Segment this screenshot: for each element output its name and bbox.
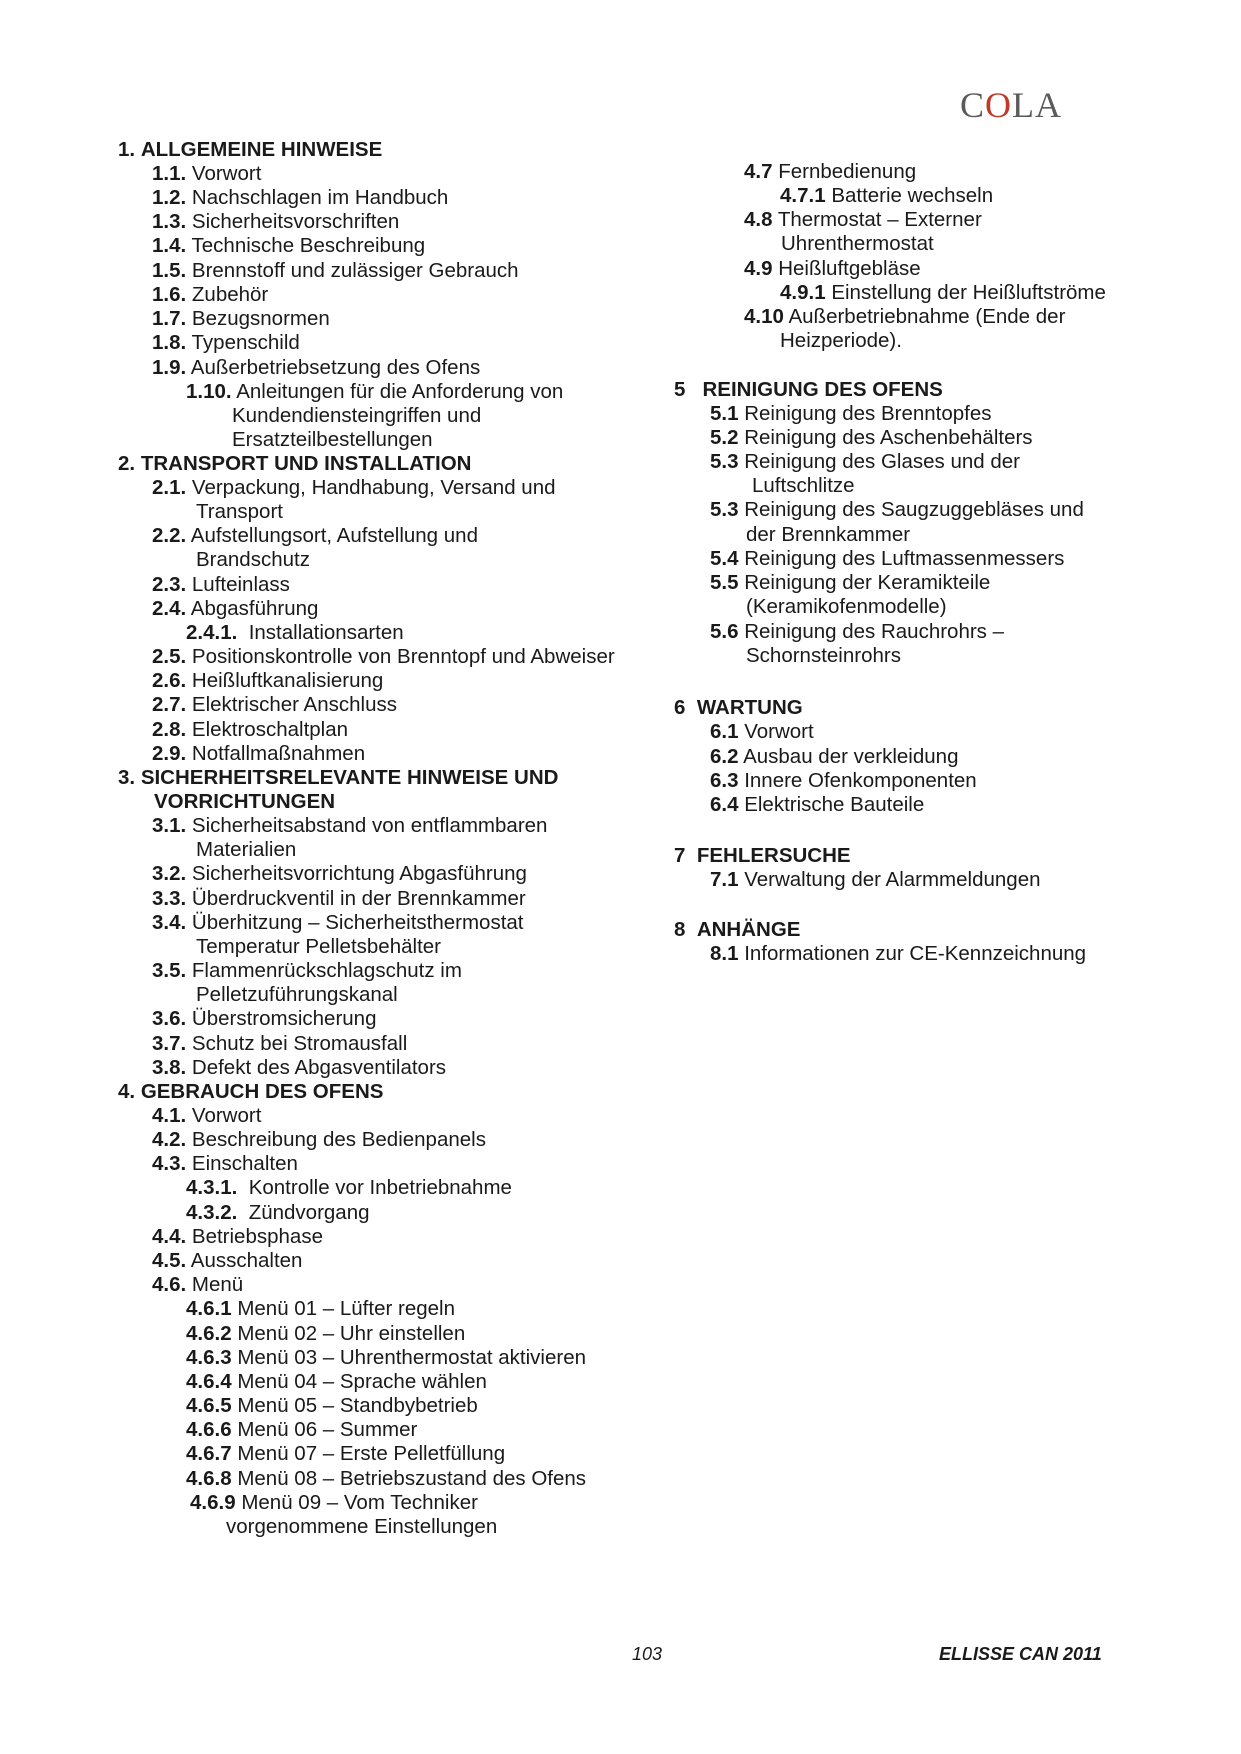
toc-entry: 4.3.1. Kontrolle vor Inbetriebnahme	[186, 1176, 512, 1199]
toc-entry: 4.7 Fernbedienung	[744, 160, 917, 183]
toc-entry: 5.3 Reinigung des Saugzuggebläses und	[710, 498, 1084, 521]
toc-entry: 2.9. Notfallmaßnahmen	[152, 742, 366, 765]
toc-entry: 7 FEHLERSUCHE	[674, 844, 851, 867]
toc-entry: 7.1 Verwaltung der Alarmmeldungen	[710, 868, 1041, 891]
logo-letters-la: LA	[1012, 85, 1063, 125]
toc-entry: 5.5 Reinigung der Keramikteile	[710, 571, 991, 594]
toc-entry: 1.10. Anleitungen für die Anforderung von	[186, 380, 564, 403]
toc-entry: 4.7.1 Batterie wechseln	[780, 184, 994, 207]
logo-letter-o: O	[985, 85, 1013, 125]
toc-entry: 1.8. Typenschild	[152, 331, 300, 354]
toc-entry: 2.3. Lufteinlass	[152, 573, 290, 596]
toc-entry: 1.1. Vorwort	[152, 162, 262, 185]
toc-entry: 5 REINIGUNG DES OFENS	[674, 378, 943, 401]
toc-entry: 2.4. Abgasführung	[152, 597, 319, 620]
toc-entry: 3.7. Schutz bei Stromausfall	[152, 1032, 408, 1055]
toc-entry: 4.5. Ausschalten	[152, 1249, 303, 1272]
toc-entry-continued: Ersatzteilbestellungen	[232, 428, 433, 451]
toc-entry: 3.6. Überstromsicherung	[152, 1007, 377, 1030]
toc-entry: 3.5. Flammenrückschlagschutz im	[152, 959, 462, 982]
toc-entry: 4.6.2 Menü 02 – Uhr einstellen	[186, 1322, 466, 1345]
logo-letter-c: C	[960, 85, 986, 125]
toc-entry-continued: der Brennkammer	[746, 523, 911, 546]
toc-entry: 4.6.4 Menü 04 – Sprache wählen	[186, 1370, 487, 1393]
toc-entry: 4.10 Außerbetriebnahme (Ende der	[744, 305, 1066, 328]
toc-entry-continued: VORRICHTUNGEN	[154, 790, 336, 813]
toc-entry: 6 WARTUNG	[674, 696, 803, 719]
toc-entry: 1. ALLGEMEINE HINWEISE	[118, 138, 383, 161]
toc-entry: 2.8. Elektroschaltplan	[152, 718, 349, 741]
toc-entry: 6.2 Ausbau der verkleidung	[710, 745, 959, 768]
toc-entry-continued: Heizperiode).	[780, 329, 902, 352]
toc-entry-continued: Kundendiensteingriffen und	[232, 404, 482, 427]
toc-entry: 5.4 Reinigung des Luftmassenmessers	[710, 547, 1065, 570]
toc-entry: 5.6 Reinigung des Rauchrohrs –	[710, 620, 1005, 643]
toc-entry-continued: Pelletzuführungskanal	[196, 983, 398, 1006]
toc-entry: 3.1. Sicherheitsabstand von entflammbaren	[152, 814, 548, 837]
document-title: ELLISSE CAN 2011	[939, 1644, 1102, 1664]
toc-entry-continued: vorgenommene Einstellungen	[226, 1515, 498, 1538]
toc-entry: 2.7. Elektrischer Anschluss	[152, 693, 397, 716]
toc-entry-continued: Uhrenthermostat	[781, 232, 934, 255]
toc-entry: 5.2 Reinigung des Aschenbehälters	[710, 426, 1033, 449]
toc-entry: 3.2. Sicherheitsvorrichtung Abgasführung	[152, 862, 527, 885]
toc-entry: 1.7. Bezugsnormen	[152, 307, 330, 330]
toc-entry: 4.9 Heißluftgebläse	[744, 257, 921, 280]
brand-logo	[960, 84, 1062, 126]
toc-entry: 3.3. Überdruckventil in der Brennkammer	[152, 887, 526, 910]
toc-entry: 4.9.1 Einstellung der Heißluftströme	[780, 281, 1106, 304]
toc-entry: 1.4. Technische Beschreibung	[152, 234, 426, 257]
toc-entry-continued: Materialien	[196, 838, 297, 861]
toc-entry: 1.9. Außerbetriebsetzung des Ofens	[152, 356, 481, 379]
toc-entry: 5.1 Reinigung des Brenntopfes	[710, 402, 992, 425]
toc-entry: 4.2. Beschreibung des Bedienpanels	[152, 1128, 486, 1151]
toc-entry: 4.8 Thermostat – Externer	[744, 208, 982, 231]
toc-entry: 6.1 Vorwort	[710, 720, 814, 743]
toc-entry: 1.2. Nachschlagen im Handbuch	[152, 186, 449, 209]
toc-entry: 4.3. Einschalten	[152, 1152, 298, 1175]
toc-entry: 2.5. Positionskontrolle von Brenntopf und Abweiser	[152, 645, 615, 668]
toc-entry: 4.6.1 Menü 01 – Lüfter regeln	[186, 1297, 455, 1320]
toc-entry: 3. SICHERHEITSRELEVANTE HINWEISE UND	[118, 766, 559, 789]
toc-entry: 4.6.7 Menü 07 – Erste Pelletfüllung	[186, 1442, 506, 1465]
toc-entry: 1.3. Sicherheitsvorschriften	[152, 210, 400, 233]
toc-entry: 4.6.5 Menü 05 – Standbybetrieb	[186, 1394, 478, 1417]
toc-entry: 4. GEBRAUCH DES OFENS	[118, 1080, 384, 1103]
toc-entry: 1.6. Zubehör	[152, 283, 269, 306]
toc-entry: 4.6.6 Menü 06 – Summer	[186, 1418, 418, 1441]
toc-entry: 2.4.1. Installationsarten	[186, 621, 404, 644]
toc-entry: 8 ANHÄNGE	[674, 918, 801, 941]
toc-entry: 2.2. Aufstellungsort, Aufstellung und	[152, 524, 478, 547]
toc-entry: 2.1. Verpackung, Handhabung, Versand und	[152, 476, 556, 499]
toc-entry: 6.3 Innere Ofenkomponenten	[710, 769, 977, 792]
toc-entry: 1.5. Brennstoff und zulässiger Gebrauch	[152, 259, 519, 282]
toc-entry: 6.4 Elektrische Bauteile	[710, 793, 925, 816]
toc-entry-continued: Schornsteinrohrs	[746, 644, 901, 667]
toc-entry: 4.6. Menü	[152, 1273, 244, 1296]
toc-entry: 3.8. Defekt des Abgasventilators	[152, 1056, 447, 1079]
toc-entry: 4.6.9 Menü 09 – Vom Techniker	[190, 1491, 478, 1514]
toc-entry-continued: (Keramikofenmodelle)	[746, 595, 947, 618]
toc-entry: 4.1. Vorwort	[152, 1104, 262, 1127]
toc-entry: 4.6.8 Menü 08 – Betriebszustand des Ofens	[186, 1467, 587, 1490]
toc-entry: 4.3.2. Zündvorgang	[186, 1201, 370, 1224]
toc-entry: 4.4. Betriebsphase	[152, 1225, 323, 1248]
toc-entry: 3.4. Überhitzung – Sicherheitsthermostat	[152, 911, 524, 934]
toc-entry: 4.6.3 Menü 03 – Uhrenthermostat aktivieren	[186, 1346, 586, 1369]
toc-entry: 8.1 Informationen zur CE-Kennzeichnung	[710, 942, 1087, 965]
toc-entry-continued: Brandschutz	[196, 548, 310, 571]
toc-entry-continued: Luftschlitze	[752, 474, 855, 497]
toc-entry: 5.3 Reinigung des Glases und der	[710, 450, 1020, 473]
toc-entry-continued: Temperatur Pelletsbehälter	[196, 935, 441, 958]
toc-entry: 2.6. Heißluftkanalisierung	[152, 669, 384, 692]
page-number: 103	[632, 1644, 663, 1664]
toc-entry-continued: Transport	[196, 500, 283, 523]
toc-entry: 2. TRANSPORT UND INSTALLATION	[118, 452, 472, 475]
